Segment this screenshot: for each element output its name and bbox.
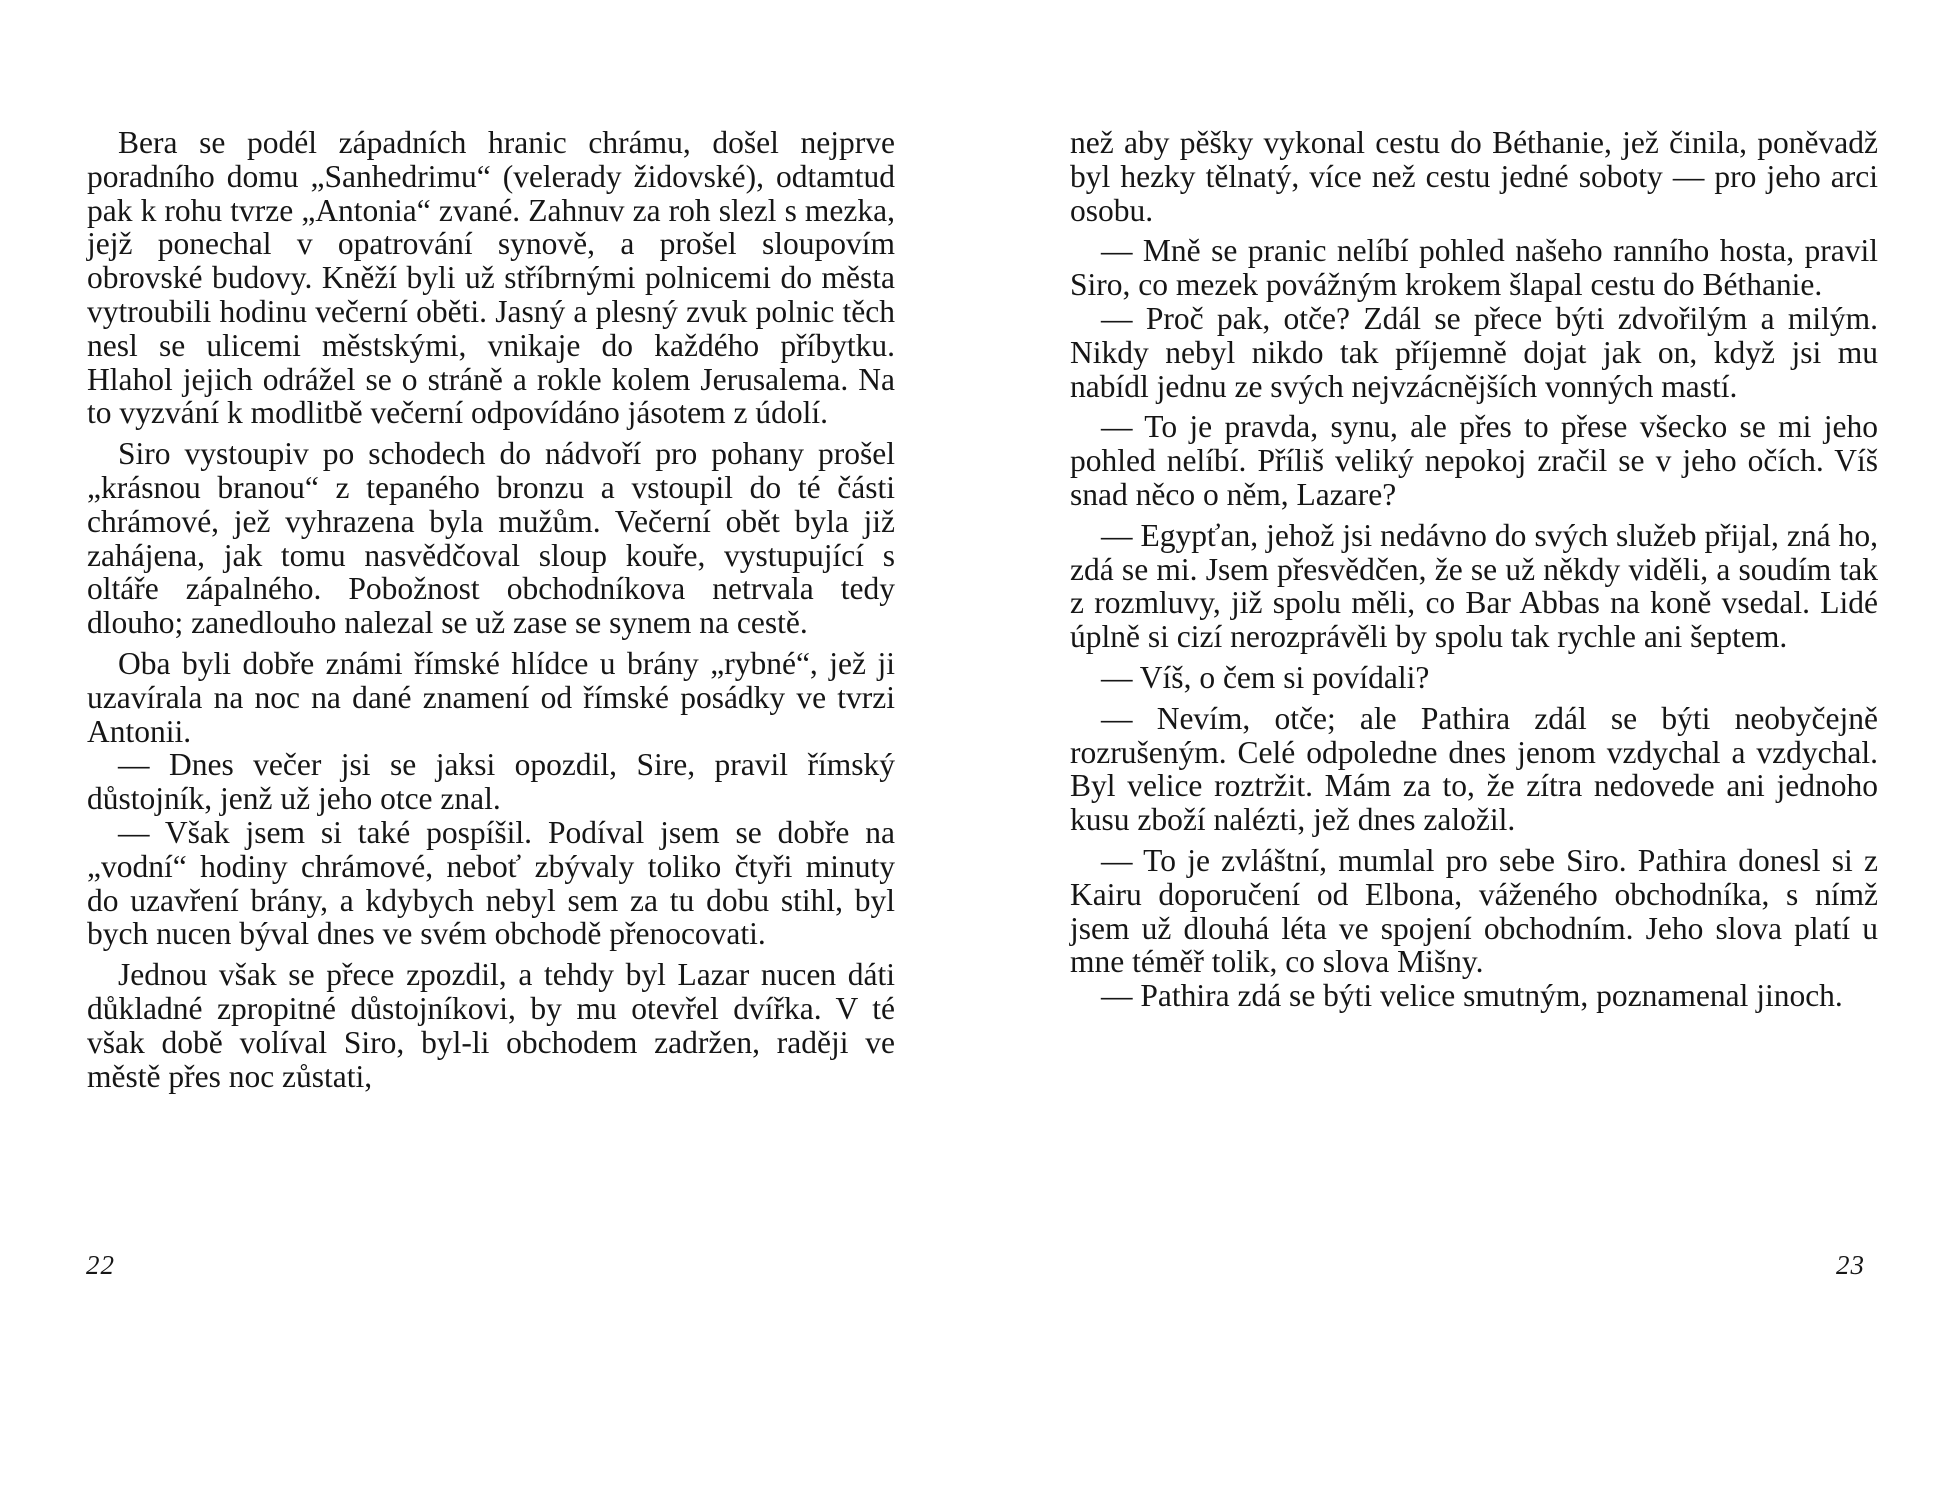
dialogue-paragraph: — Dnes večer jsi se jaksi opozdil, Sire, pravil římský důstojník, jenž už jeho otce znal. [87,747,895,817]
dialogue-paragraph: — Víš, o čem si povídali? [1101,659,1430,695]
dialogue-paragraph: — To je pravda, synu, ale přes to přese všecko se mi jeho pohled nelíbí. Příliš veliký nepokoj zračil se v jeho očích. Víš snad něco o něm, Lazare? [1070,409,1878,512]
dialogue-paragraph: — To je zvláštní, mumlal pro sebe Siro. Pathira donesl si z Kairu doporučení od Elbona, váženého obchodníka, s nímž jsem už dlouhá léta ve spojení obchodním. Jeho slova platí u mne téměř tolik, co slova Mišny. [1070,842,1878,980]
paragraph: než aby pěšky vykonal cestu do Béthanie, jež činila, poněvadž byl hezky tělnatý, více než cestu jedné soboty — pro jeho arci osobu. [1070,125,1878,228]
right-page-text [1070,126,1878,1013]
dialogue-paragraph: — Však jsem si také pospíšil. Podíval jsem se dobře na „vodní“ hodiny chrámové, neboť zbývaly toliko čtyři minuty do uzavření brány, a kdybych nebyl sem za tu dobu stihl, byl bych nucen býval dnes ve svém obchodě přenocovati. [87,814,895,952]
dialogue-paragraph: — Proč pak, otče? Zdál se přece býti zdvořilým a milým. Nikdy nebyl nikdo tak příjemně dojat jak on, když jsi mu nabídl jednu ze svých nejvzácnějších vonných mastí. [1070,300,1878,404]
dialogue-paragraph: — Nevím, otče; ale Pathira zdál se býti neobyčejně rozrušeným. Celé odpoledne dnes jenom vzdychal a vzdychal. Byl velice roztržit. Mám za to, že zítra nedovede ani jednoho kusu zboží nalézti, jež dnes založil. [1070,700,1878,838]
dialogue-paragraph: — Pathira zdá se býti velice smutným, poznamenal jinoch. [1101,978,1843,1014]
paragraph: Siro vystoupiv po schodech do nádvoří pro pohany prošel „krásnou branou“ z tepaného bronzu a vstoupil do té části chrámové, jež vyhrazena byla mužům. Večerní obět byla již zahájena, jak tomu nasvědčoval sloup kouře, vystupující s oltáře zápalného. Pobožnost obchodníkova netrvala tedy dlouho; zanedlouho nalezal se už zase se synem na cestě. [87,436,895,641]
paragraph: Oba byli dobře známi římské hlídce u brány „rybné“, jež ji uzavírala na noc na dané znamení od římské posádky ve tvrzi Antonii. [87,645,895,749]
dialogue-paragraph: — Mně se pranic nelíbí pohled našeho ranního hosta, pravil Siro, co mezek povážným krokem šlapal cestu do Béthanie. [1070,233,1878,303]
right-page [980,0,1960,1500]
left-page-text [87,126,895,1093]
paragraph: Jednou však se přece zpozdil, a tehdy byl Lazar nucen dáti důkladné zpropitné důstojníkovi, by mu otevřel dvířka. V té však době volíval Siro, byl-li obchodem zadržen, raději ve městě přes noc zůstati, [87,957,895,1094]
page-number: 23 [1836,1250,1865,1280]
dialogue-paragraph: — Egypťan, jehož jsi nedávno do svých služeb přijal, zná ho, zdá se mi. Jsem přesvědčen, že se už někdy viděli, a soudím tak z rozmluvy, již spolu měli, co Bar Abbas na koně vsedal. Lidé úplně si cizí nerozprávěli by spolu tak rychle ani šeptem. [1070,517,1878,655]
page-number: 22 [86,1250,115,1280]
paragraph: Bera se podél západních hranic chrámu, došel nejprve poradního domu „Sanhedrimu“ (velerady židovské), odtamtud pak k rohu tvrze „Antonia“ zvané. Zahnuv za roh slezl s mezka, jejž ponechal v opatrování synově, a prošel sloupovím obrovské budovy. Kněží byli už stříbrnými polnicemi do města vytroubili hodinu večerní oběti. Jasný a plesný zvuk polnic těch nesl se ulicemi městskými, vnikaje do každého příbytku. Hlahol jejich odrážel se o stráně a rokle kolem Jerusalema. Na to vyzvání k modlitbě večerní odpovídáno jásotem z údolí. [87,125,895,431]
